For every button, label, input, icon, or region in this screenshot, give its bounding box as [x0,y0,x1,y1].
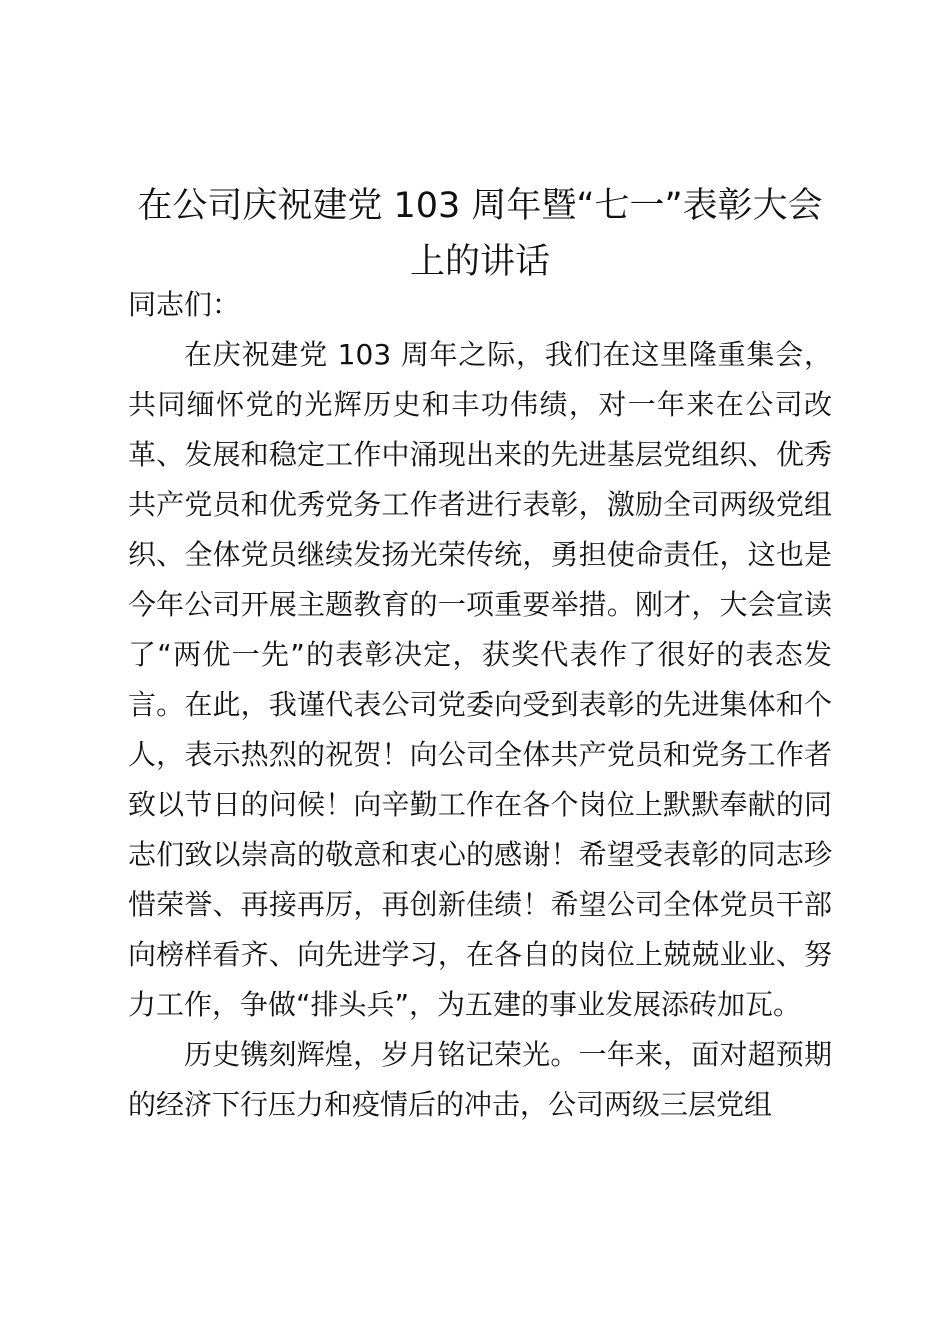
paragraph-2: 历史镌刻辉煌，岁月铭记荣光。一年来，面对超预期的经济下行压力和疫情后的冲击，公司两级三层党组 [128,1038,832,1121]
salutation: 同志们： [128,288,241,321]
document-body [128,330,832,1130]
document-title: 在公司庆祝建党 103 周年暨“七一”表彰大会上的讲话 [137,186,823,282]
paragraph-1: 在庆祝建党 103 周年之际，我们在这里隆重集会，共同缅怀党的光辉历史和丰功伟绩，对一年来在公司改革、发展和稳定工作中涌现出来的先进基层党组织、优秀共产党员和优秀党务工作者进行表彰，激励全司两级党组织、全体党员继续发扬光荣传统，勇担使命责任，这也是今年公司开展主题教育的一项重要举措。刚才，大会宣读了“两优一先”的表彰决定，获奖代表作了很好的表态发言。在此，我谨代表公司党委向受到表彰的先进集体和个人，表示热烈的祝贺！向公司全体共产党员和党务工作者致以节日的问候！向辛勤工作在各个岗位上默默奉献的同志们致以崇高的敬意和衷心的感谢！希望受表彰的同志珍惜荣誉、再接再厉，再创新佳绩！希望公司全体党员干部向榜样看齐、向先进学习，在各自的岗位上兢兢业业、努力工作，争做“排头兵”，为五建的事业发展添砖加瓦。 [128,338,832,1021]
